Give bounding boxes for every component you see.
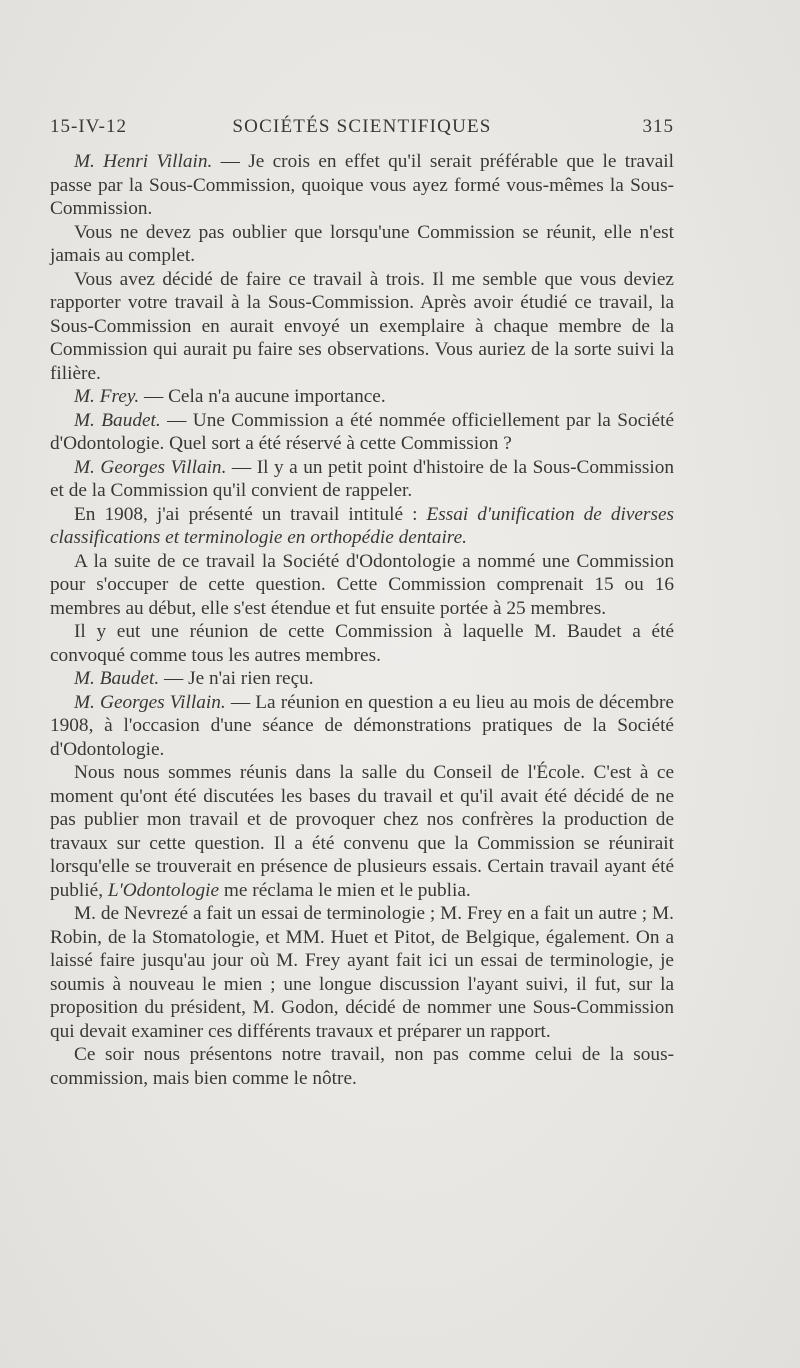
speaker: M. Frey. [74,386,140,407]
speaker: M. Baudet. [74,668,160,689]
paragraph-text: Il y eut une réunion de cette Commission à laquelle M. Baudet a été convoqué comme tous les autres membres. [50,621,674,666]
paragraph [50,902,674,1043]
paragraph-text: Ce soir nous présentons notre travail, non pas comme celui de la sous-commission, mais bien comme le nôtre. [50,1044,674,1089]
paragraph [50,456,674,503]
body-text [50,150,674,1090]
header-title: SOCIÉTÉS SCIENTIFIQUES [232,116,492,137]
paragraph-text: — Cela n'a aucune importance. [139,386,386,407]
header-date: 15-IV-12 [50,116,127,137]
paragraph [50,691,674,762]
paragraph [50,667,674,691]
page-number: 315 [642,116,674,137]
paragraph [50,385,674,409]
paragraph-text: A la suite de ce travail la Société d'Odontologie a nommé une Commission pour s'occuper de cette question. Cette Commission comprenait 15 ou 16 membres au début, elle s'est étendue et fut ensuite portée à 25 membres. [50,550,674,619]
paragraph [50,550,674,621]
paragraph-text: Nous nous sommes réunis dans la salle du Conseil de l'École. C'est à ce moment qu'ont été discutées les bases du travail et qu'il avait été décidé de ne pas publier mon travail et de provoquer chez nos confrères la production de travaux sur cette question. Il a été convenu que la Commission se réunirait lorsqu'elle se trouverait en présence de plusieurs essais. Certain travail ayant été publié, [50,762,674,901]
speaker: M. Georges Villain. [74,691,226,713]
paragraph-text: — La réunion en question a eu lieu au mois de décembre 1908, à l'occasion d'une séance de démonstrations pratiques de la Société d'Odontologie. [50,691,674,760]
work-title: Essai d'unification de diverses classifications et terminologie en orthopédie dentaire. [50,503,675,548]
paragraph-text: Vous ne devez pas oublier que lorsqu'une Commission se réunit, elle n'est jamais au complet. [50,221,674,266]
paragraph-text: — Une Commission a été nommée officiellement par la Société d'Odontologie. Quel sort a été réservé à cette Commission ? [50,409,675,454]
paragraph [50,150,674,221]
paragraph [50,268,674,386]
paragraph [50,409,674,456]
speaker: M. Baudet. [74,409,161,431]
paragraph [50,761,674,902]
journal-title: L'Odontologie [107,879,220,901]
paragraph-text: — Je n'ai rien reçu. [159,668,314,689]
paragraph [50,1043,674,1090]
running-header [50,116,674,144]
paragraph [50,503,674,550]
speaker: M. Henri Villain. [74,151,213,172]
paragraph-text: Vous avez décidé de faire ce travail à trois. Il me semble que vous deviez rapporter votre travail à la Sous-Commission. Après avoir étudié ce travail, la Sous-Commission en aurait envoyé un exemplaire à chaque membre de la Commission qui aurait pu faire ses observations. Vous auriez de la sorte suivi la filière. [50,268,674,384]
paragraph-text: En 1908, j'ai présenté un travail intitulé : [74,503,427,525]
paragraph-text: M. de Nevrezé a fait un essai de terminologie ; M. Frey en a fait un autre ; M. Robin, de la Stomatologie, et MM. Huet et Pitot, de Belgique, également. On a laissé faire jusqu'au jour où M. Frey ayant fait ici un essai de terminologie, je soumis à nouveau le mien ; une longue discussion l'ayant suivi, il fut, sur la proposition du président, M. Godon, décidé de nommer une Sous-Commission qui devait examiner ces différents travaux et préparer un rapport. [50,903,674,1042]
paragraph [50,620,674,667]
paragraph-text: — Il y a un petit point d'histoire de la Sous-Commission et de la Commission qu'il convient de rappeler. [50,456,674,501]
paragraph [50,221,674,268]
paragraph-text: — Je crois en effet qu'il serait préférable que le travail passe par la Sous-Commission, quoique vous ayez formé vous-mêmes la Sous-Commission. [50,151,674,219]
paragraph-text-after: me réclama le mien et le publia. [219,879,471,901]
speaker: M. Georges Villain. [74,456,227,478]
